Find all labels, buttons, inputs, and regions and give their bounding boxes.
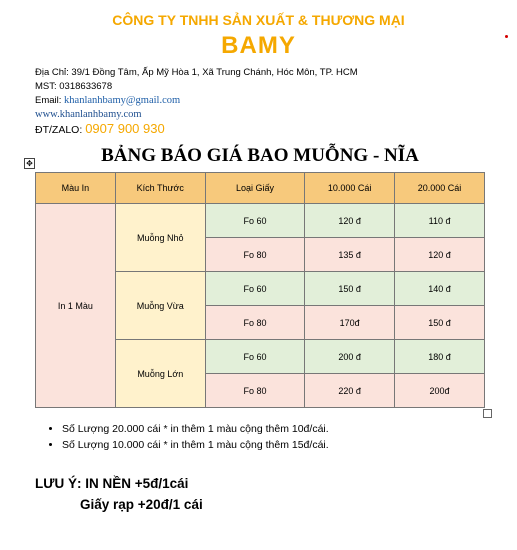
company-name: CÔNG TY TNHH SẢN XUẤT & THƯƠNG MẠI [112,12,405,28]
size-cell: Muỗng Vừa [115,272,205,340]
paper-cell: Fo 60 [205,204,305,238]
paper-cell: Fo 60 [205,272,305,306]
red-dot-marker [505,35,508,38]
table-row [36,204,485,238]
price-20k-cell: 200đ [395,374,485,408]
tax-code-line: MST: 0318633678 [35,81,113,92]
price-20k-cell: 140 đ [395,272,485,306]
paper-cell: Fo 60 [205,340,305,374]
table-title: BẢNG BÁO GIÁ BAO MUỖNG - NĨA [101,145,419,166]
table-move-handle-icon[interactable]: ✥ [24,158,35,169]
email-label: Email: [35,95,65,106]
size-cell: Muỗng Lớn [115,340,205,408]
price-20k-cell: 150 đ [395,306,485,340]
price-10k-cell: 120 đ [305,204,395,238]
notes-list [34,421,329,453]
header-10k: 10.000 Cái [305,173,395,204]
header-paper: Loại Giấy [205,173,305,204]
header-color: Màu In [36,173,116,204]
size-cell: Muỗng Nhỏ [115,204,205,272]
phone-line [35,123,165,136]
list-item: • Số Lượng 10.000 cái * in thêm 1 màu cộng thêm 15đ/cái. [62,437,329,453]
price-10k-cell: 170đ [305,306,395,340]
paper-cell: Fo 80 [205,374,305,408]
email-line [35,95,180,107]
price-20k-cell: 120 đ [395,238,485,272]
price-20k-cell: 180 đ [395,340,485,374]
email-link[interactable]: khanlanhbamy@gmail.com [64,95,181,106]
phone-label: ĐT/ZALO: [35,124,86,136]
price-10k-cell: 135 đ [305,238,395,272]
price-10k-cell: 150 đ [305,272,395,306]
list-item: • Số Lượng 20.000 cái * in thêm 1 màu cộng thêm 10đ/cái. [62,421,329,437]
header-size: Kích Thước [115,173,205,204]
table-header-row [36,173,485,204]
remark-line-1: LƯU Ý: IN NỀN +5đ/1cái [35,476,189,491]
table-resize-handle[interactable] [483,409,492,418]
paper-cell: Fo 80 [205,306,305,340]
price-10k-cell: 220 đ [305,374,395,408]
address-line: Địa Chỉ: 39/1 Đồng Tâm, Ấp Mỹ Hòa 1, Xã Trung Chánh, Hóc Môn, TP. HCM [35,67,358,78]
price-table [35,172,485,408]
phone-number: 0907 900 930 [85,121,165,136]
header-20k: 20.000 Cái [395,173,485,204]
brand-name: BAMY [221,32,296,59]
website-link[interactable]: www.khanlanhbamy.com [35,109,142,120]
remark-line-2: Giấy rạp +20đ/1 cái [80,497,203,512]
price-20k-cell: 110 đ [395,204,485,238]
price-10k-cell: 200 đ [305,340,395,374]
paper-cell: Fo 80 [205,238,305,272]
print-color-cell: In 1 Màu [36,204,116,408]
